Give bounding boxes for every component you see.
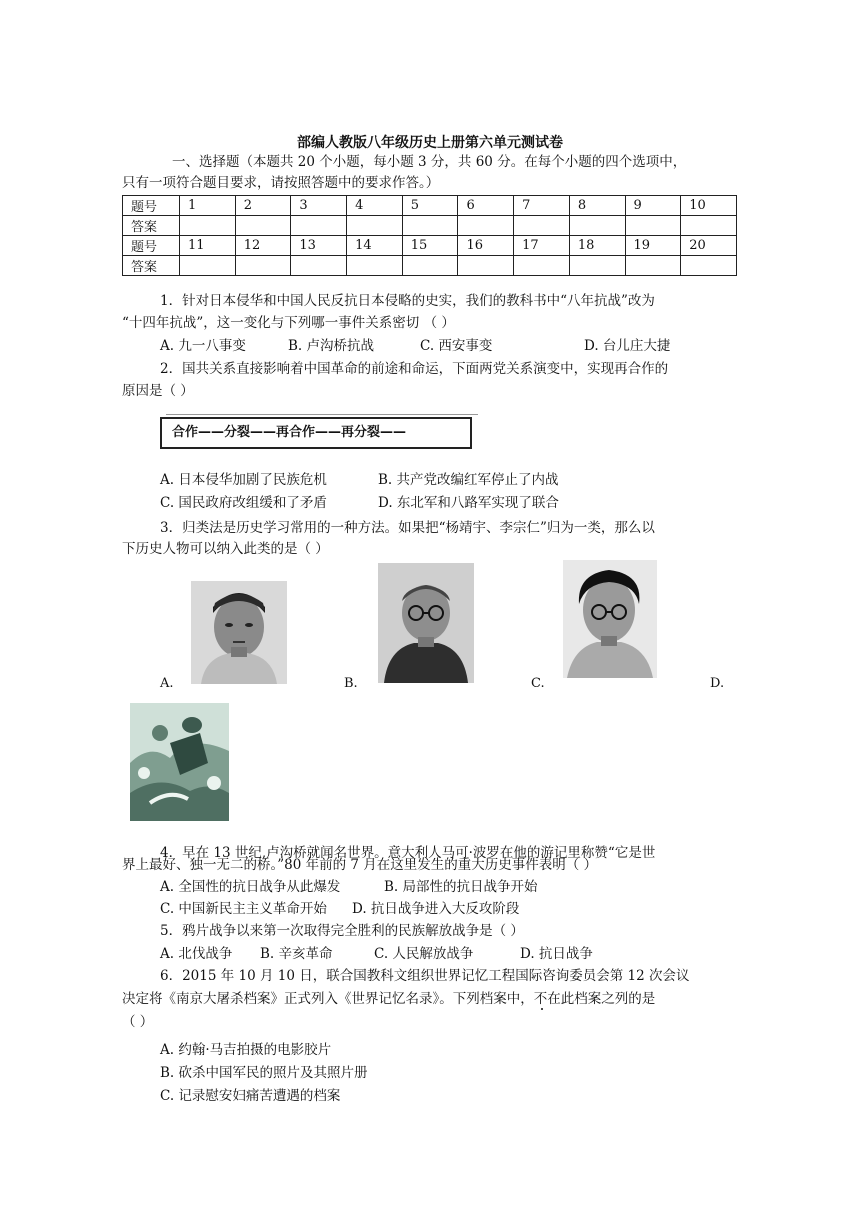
question-number: 12 [235,236,291,256]
q2-option-b: B. 共产党改编红军停止了内战 [378,472,559,488]
question-number: 10 [681,196,737,216]
q2-option-d: D. 东北军和八路军实现了联合 [378,495,559,511]
section-intro-line2: 只有一项符合题目要求，请按照答题中的要求作答。） [122,175,440,191]
section-intro-line1: 一、选择题（本题共 20 个小题，每小题 3 分，共 60 分。在每个小题的四个选项中， [172,154,687,170]
q2-option-c: C. 国民政府改组缓和了矛盾 [160,495,327,511]
answer-cell[interactable] [569,256,625,276]
q6-line2-post: 在此档案之列的是 [547,991,656,1007]
q6-option-c: C. 记录慰安妇痛苦遭遇的档案 [160,1088,341,1104]
answer-cell[interactable] [458,256,514,276]
answer-cell[interactable] [514,256,570,276]
q1-option-d: D. 台儿庄大捷 [584,338,671,354]
q6-option-b: B. 砍杀中国军民的照片及其照片册 [160,1065,368,1081]
table-row [123,216,737,236]
q3-option-c-label: C. [531,676,545,691]
q4-option-a: A. 全国性的抗日战争从此爆发 [160,879,341,895]
question-number: 18 [569,236,625,256]
question-number: 14 [347,236,403,256]
q5-text: 5．鸦片战争以来第一次取得完全胜利的民族解放战争是（ ） [160,923,524,939]
answer-cell[interactable] [625,216,681,236]
portrait-photo-c [563,560,657,678]
answer-cell[interactable] [347,256,403,276]
portrait-photo-b [378,563,474,683]
q3-option-d-label: D. [710,676,725,691]
q5-option-d: D. 抗日战争 [520,946,593,962]
q4-option-b: B. 局部性的抗日战争开始 [384,879,538,895]
answer-cell[interactable] [569,216,625,236]
q2-option-a: A. 日本侵华加剧了民族危机 [160,472,327,488]
answer-cell[interactable] [458,216,514,236]
q6-option-a: A. 约翰·马吉拍摄的电影胶片 [160,1042,332,1058]
q6-text-line3: （ ） [122,1014,154,1030]
q5-option-b: B. 辛亥革命 [260,946,333,962]
question-number: 9 [625,196,681,216]
q6-text-line2 [122,989,655,1009]
question-number: 1 [180,196,236,216]
answer-table [122,195,737,276]
q2-text-line1: 2．国共关系直接影响着中国革命的前途和命运，下面两党关系演变中，实现再合作的 [160,361,669,377]
table-row [123,256,737,276]
answer-cell[interactable] [514,216,570,236]
q6-emphasis-not: 不 [533,991,548,1007]
q5-option-a: A. 北伐战争 [160,946,233,962]
answer-cell[interactable] [347,216,403,236]
q1-option-a: A. 九一八事变 [160,338,246,354]
question-number: 7 [514,196,570,216]
row-label: 题号 [123,196,180,216]
q2-text-line2: 原因是（ ） [122,383,194,399]
row-label: 答案 [123,216,180,236]
q4-text-line2: 界上最好、独一无二的桥。”80 年前的 7 月在这里发生的重大历史事件表明（ ） [122,857,598,873]
q3-option-a-label: A. [160,676,174,691]
q3-option-b-label: B. [344,676,358,691]
answer-cell[interactable] [681,256,737,276]
question-number: 15 [402,236,458,256]
battle-scene-photo-d [130,703,229,821]
q4-option-c: C. 中国新民主主义革命开始 [160,901,327,917]
q5-option-c: C. 人民解放战争 [374,946,474,962]
q4-option-d: D. 抗日战争进入大反攻阶段 [352,901,520,917]
q1-option-b: B. 卢沟桥抗战 [288,338,375,354]
question-number: 4 [347,196,403,216]
question-number: 8 [569,196,625,216]
q6-text-line1: 6．2015 年 10 月 10 日，联合国教科文组织世界记忆工程国际咨询委员会第 12 次会议 [160,968,690,984]
q1-text-line2: “十四年抗战”，这一变化与下列哪一事件关系密切 （ ） [122,315,455,331]
answer-cell[interactable] [402,256,458,276]
question-number: 2 [235,196,291,216]
question-number: 13 [291,236,347,256]
question-number: 3 [291,196,347,216]
q3-text-line1: 3．归类法是历史学习常用的一种方法。如果把“杨靖宇、李宗仁”归为一类，那么以 [160,520,655,536]
question-number: 11 [180,236,236,256]
answer-cell[interactable] [625,256,681,276]
answer-cell[interactable] [402,216,458,236]
q1-text-line1: 1．针对日本侵华和中国人民反抗日本侵略的史实，我们的教科书中“八年抗战”改为 [160,293,655,309]
question-number: 20 [681,236,737,256]
q1-option-c: C. 西安事变 [420,338,493,354]
table-row [123,196,737,216]
q3-text-line2: 下历史人物可以纳入此类的是（ ） [122,541,329,557]
relationship-flow-box: 合作——分裂——再合作——再分裂—— [160,417,472,449]
q4-text-line1: 4．早在 13 世纪,卢沟桥就闻名世界。意大利人马可·波罗在他的游记里称赞“它是世 [160,845,656,861]
answer-cell[interactable] [180,216,236,236]
question-number: 19 [625,236,681,256]
question-number: 16 [458,236,514,256]
question-number: 5 [402,196,458,216]
q6-line2-pre: 决定将《南京大屠杀档案》正式列入《世界记忆名录》。下列档案中， [122,991,534,1007]
answer-cell[interactable] [235,216,291,236]
page-title: 部编人教版八年级历史上册第六单元测试卷 [297,135,563,151]
table-row [123,236,737,256]
question-number: 17 [514,236,570,256]
answer-cell[interactable] [291,216,347,236]
answer-cell[interactable] [180,256,236,276]
answer-cell[interactable] [291,256,347,276]
question-number: 6 [458,196,514,216]
answer-cell[interactable] [235,256,291,276]
row-label: 答案 [123,256,180,276]
row-label: 题号 [123,236,180,256]
portrait-photo-a [191,581,287,684]
answer-cell[interactable] [681,216,737,236]
